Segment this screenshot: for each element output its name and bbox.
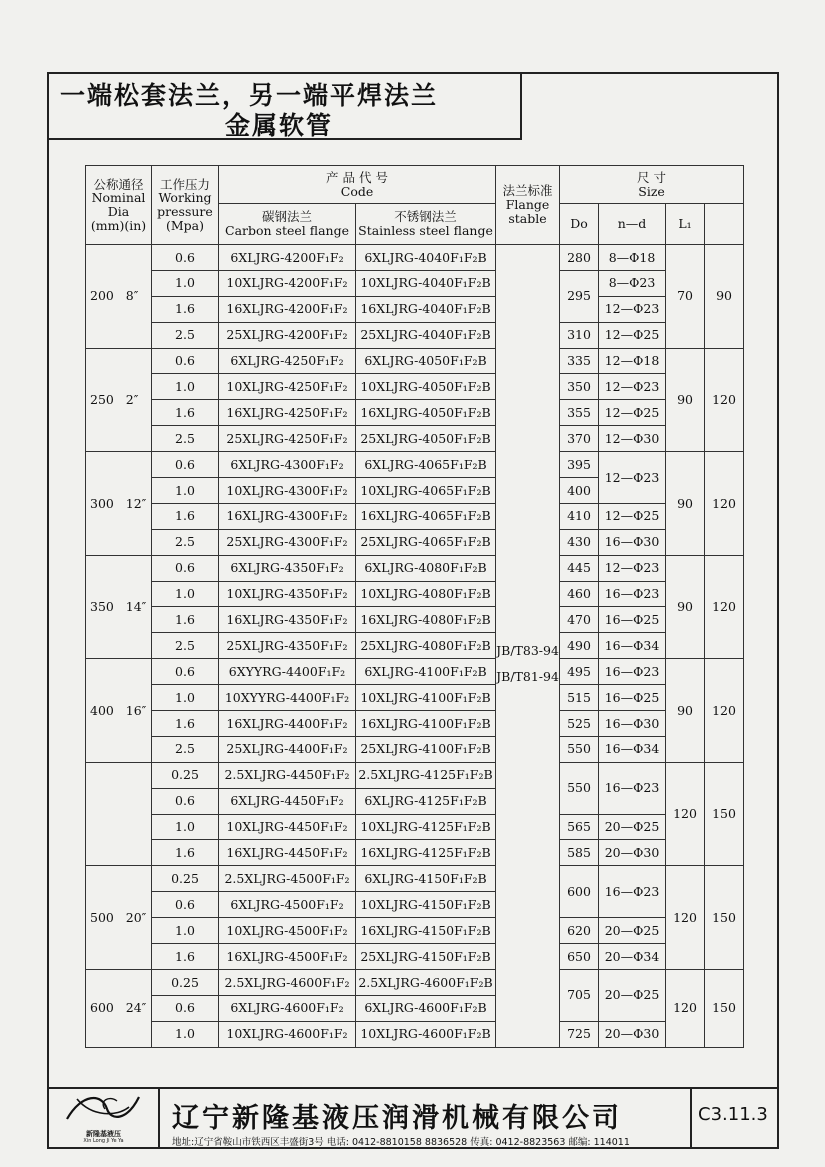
stainless-code-cell: 2.5XLJRG-4600F₁F₂B bbox=[356, 969, 496, 995]
dia-mm: 350 bbox=[90, 599, 114, 615]
do-cell: 410 bbox=[560, 503, 599, 529]
table-row bbox=[86, 503, 744, 529]
stainless-code-cell: 6XLJRG-4100F₁F₂B bbox=[356, 659, 496, 685]
nd-cell: 12—Φ25 bbox=[599, 503, 666, 529]
dia-mm: 300 bbox=[90, 495, 114, 511]
nd-cell: 20—Φ25 bbox=[599, 814, 666, 840]
nd-cell: 16—Φ25 bbox=[599, 685, 666, 711]
pressure-cell: 0.6 bbox=[152, 788, 219, 814]
stainless-code-cell: 16XLJRG-4040F₁F₂B bbox=[356, 296, 496, 322]
do-cell: 725 bbox=[560, 1021, 599, 1047]
pressure-cell: 2.5 bbox=[152, 322, 219, 348]
nd-cell: 16—Φ34 bbox=[599, 633, 666, 659]
do-cell: 585 bbox=[560, 840, 599, 866]
header-carbon-steel: 碳钢法兰 Carbon steel flange bbox=[219, 204, 356, 245]
pressure-cell: 0.25 bbox=[152, 866, 219, 892]
pressure-cell: 1.0 bbox=[152, 918, 219, 944]
do-cell: 550 bbox=[560, 736, 599, 762]
table-row bbox=[86, 452, 744, 478]
stainless-code-cell: 6XLJRG-4600F₁F₂B bbox=[356, 995, 496, 1021]
stainless-code-cell: 25XLJRG-4050F₁F₂B bbox=[356, 426, 496, 452]
carbon-code-cell: 25XLJRG-4350F₁F₂ bbox=[219, 633, 356, 659]
nd-cell: 12—Φ30 bbox=[599, 426, 666, 452]
pressure-cell: 0.6 bbox=[152, 452, 219, 478]
stainless-code-cell: 16XLJRG-4125F₁F₂B bbox=[356, 840, 496, 866]
company-logo bbox=[47, 1087, 160, 1149]
stainless-code-cell: 25XLJRG-4100F₁F₂B bbox=[356, 736, 496, 762]
nd-cell: 16—Φ25 bbox=[599, 607, 666, 633]
dia-in: 2″ bbox=[125, 391, 139, 407]
header-working-pressure: 工作压力 Working pressure (Mpa) bbox=[152, 166, 219, 245]
carbon-code-cell: 10XLJRG-4200F₁F₂ bbox=[219, 270, 356, 296]
nd-cell: 12—Φ23 bbox=[599, 452, 666, 504]
table-row bbox=[86, 348, 744, 374]
pressure-cell: 1.6 bbox=[152, 296, 219, 322]
nd-cell: 16—Φ30 bbox=[599, 711, 666, 737]
carbon-code-cell: 6XLJRG-4200F₁F₂ bbox=[219, 245, 356, 271]
pressure-cell: 0.6 bbox=[152, 555, 219, 581]
table-row bbox=[86, 814, 744, 840]
stainless-code-cell: 10XLJRG-4050F₁F₂B bbox=[356, 374, 496, 400]
carbon-code-cell: 2.5XLJRG-4500F₁F₂ bbox=[219, 866, 356, 892]
table-row bbox=[86, 581, 744, 607]
table-row bbox=[86, 555, 744, 581]
do-cell: 350 bbox=[560, 374, 599, 400]
stainless-code-cell: 6XLJRG-4125F₁F₂B bbox=[356, 788, 496, 814]
spec-table-body bbox=[86, 245, 744, 1048]
stainless-code-cell: 10XLJRG-4100F₁F₂B bbox=[356, 685, 496, 711]
nd-cell: 16—Φ23 bbox=[599, 659, 666, 685]
dia-in: 8″ bbox=[125, 288, 139, 304]
header-l2 bbox=[705, 204, 744, 245]
do-cell: 550 bbox=[560, 762, 599, 814]
dia-mm: 250 bbox=[90, 391, 114, 407]
nd-cell: 20—Φ25 bbox=[599, 969, 666, 1021]
do-cell: 400 bbox=[560, 478, 599, 504]
table-row bbox=[86, 296, 744, 322]
nd-cell: 20—Φ25 bbox=[599, 918, 666, 944]
l2-cell: 150 bbox=[705, 969, 744, 1047]
carbon-code-cell: 25XLJRG-4250F₁F₂ bbox=[219, 426, 356, 452]
table-row bbox=[86, 969, 744, 995]
carbon-code-cell: 10XLJRG-4350F₁F₂ bbox=[219, 581, 356, 607]
table-row bbox=[86, 245, 744, 271]
pressure-cell: 0.6 bbox=[152, 348, 219, 374]
do-cell: 335 bbox=[560, 348, 599, 374]
carbon-code-cell: 10XYYRG-4400F₁F₂ bbox=[219, 685, 356, 711]
pressure-cell: 1.0 bbox=[152, 581, 219, 607]
pressure-cell: 2.5 bbox=[152, 736, 219, 762]
nominal-dia-cell bbox=[86, 762, 152, 866]
flange-standard: JB/T81-94 bbox=[496, 668, 559, 684]
carbon-code-cell: 10XLJRG-4600F₁F₂ bbox=[219, 1021, 356, 1047]
table-row bbox=[86, 270, 744, 296]
l1-cell: 70 bbox=[666, 245, 705, 349]
header-code: 产 品 代 号 Code bbox=[219, 166, 496, 204]
nd-cell: 8—Φ18 bbox=[599, 245, 666, 271]
table-row bbox=[86, 711, 744, 737]
do-cell: 650 bbox=[560, 944, 599, 970]
do-cell: 370 bbox=[560, 426, 599, 452]
stainless-code-cell: 6XLJRG-4050F₁F₂B bbox=[356, 348, 496, 374]
dia-in: 14″ bbox=[125, 599, 147, 615]
nominal-dia-cell bbox=[86, 659, 152, 763]
stainless-code-cell: 25XLJRG-4065F₁F₂B bbox=[356, 529, 496, 555]
carbon-code-cell: 6XLJRG-4500F₁F₂ bbox=[219, 892, 356, 918]
table-row bbox=[86, 866, 744, 892]
do-cell: 470 bbox=[560, 607, 599, 633]
do-cell: 515 bbox=[560, 685, 599, 711]
company-address: 地址:辽宁省鞍山市铁西区丰盛街3号 电话: 0412-8810158 8836528 传真: 0412-8823563 邮编: 114011 bbox=[172, 1137, 630, 1148]
pressure-cell: 0.25 bbox=[152, 762, 219, 788]
carbon-code-cell: 16XLJRG-4250F₁F₂ bbox=[219, 400, 356, 426]
carbon-code-cell: 10XLJRG-4300F₁F₂ bbox=[219, 478, 356, 504]
pressure-cell: 2.5 bbox=[152, 426, 219, 452]
carbon-code-cell: 6XLJRG-4450F₁F₂ bbox=[219, 788, 356, 814]
l1-cell: 120 bbox=[666, 762, 705, 866]
pressure-cell: 0.6 bbox=[152, 245, 219, 271]
stainless-code-cell: 10XLJRG-4150F₁F₂B bbox=[356, 892, 496, 918]
dia-mm: 600 bbox=[90, 1000, 114, 1016]
nd-cell: 20—Φ30 bbox=[599, 1021, 666, 1047]
dia-in: 24″ bbox=[125, 1000, 147, 1016]
stainless-code-cell: 16XLJRG-4150F₁F₂B bbox=[356, 918, 496, 944]
stainless-code-cell: 6XLJRG-4065F₁F₂B bbox=[356, 452, 496, 478]
pressure-cell: 0.6 bbox=[152, 892, 219, 918]
nd-cell: 8—Φ23 bbox=[599, 270, 666, 296]
table-row bbox=[86, 736, 744, 762]
table-row bbox=[86, 400, 744, 426]
dia-in: 20″ bbox=[125, 909, 147, 925]
pressure-cell: 1.6 bbox=[152, 840, 219, 866]
l1-cell: 120 bbox=[666, 969, 705, 1047]
do-cell: 445 bbox=[560, 555, 599, 581]
pressure-cell: 2.5 bbox=[152, 529, 219, 555]
logo-text-cn: 新隆基液压 bbox=[86, 1130, 121, 1138]
pressure-cell: 0.6 bbox=[152, 995, 219, 1021]
flange-standard-cell bbox=[496, 245, 560, 1048]
table-row bbox=[86, 607, 744, 633]
carbon-code-cell: 16XLJRG-4500F₁F₂ bbox=[219, 944, 356, 970]
carbon-code-cell: 16XLJRG-4200F₁F₂ bbox=[219, 296, 356, 322]
l1-cell: 90 bbox=[666, 452, 705, 556]
nd-cell: 12—Φ23 bbox=[599, 555, 666, 581]
stainless-code-cell: 2.5XLJRG-4125F₁F₂B bbox=[356, 762, 496, 788]
nd-cell: 20—Φ34 bbox=[599, 944, 666, 970]
do-cell: 705 bbox=[560, 969, 599, 1021]
do-cell: 355 bbox=[560, 400, 599, 426]
dia-mm: 400 bbox=[90, 702, 114, 718]
do-cell: 395 bbox=[560, 452, 599, 478]
carbon-code-cell: 16XLJRG-4400F₁F₂ bbox=[219, 711, 356, 737]
stainless-code-cell: 25XLJRG-4040F₁F₂B bbox=[356, 322, 496, 348]
nominal-dia-cell bbox=[86, 555, 152, 659]
do-cell: 460 bbox=[560, 581, 599, 607]
do-cell: 310 bbox=[560, 322, 599, 348]
nominal-dia-cell bbox=[86, 969, 152, 1047]
stainless-code-cell: 25XLJRG-4080F₁F₂B bbox=[356, 633, 496, 659]
carbon-code-cell: 25XLJRG-4200F₁F₂ bbox=[219, 322, 356, 348]
pressure-cell: 1.0 bbox=[152, 1021, 219, 1047]
stainless-code-cell: 10XLJRG-4125F₁F₂B bbox=[356, 814, 496, 840]
nd-cell: 16—Φ30 bbox=[599, 529, 666, 555]
table-row bbox=[86, 633, 744, 659]
pressure-cell: 0.6 bbox=[152, 659, 219, 685]
stainless-code-cell: 6XLJRG-4080F₁F₂B bbox=[356, 555, 496, 581]
nominal-dia-cell bbox=[86, 245, 152, 349]
carbon-code-cell: 16XLJRG-4300F₁F₂ bbox=[219, 503, 356, 529]
l2-cell: 150 bbox=[705, 762, 744, 866]
header-size: 尺 寸 Size bbox=[560, 166, 744, 204]
logo-emblem-icon bbox=[47, 1087, 160, 1131]
do-cell: 600 bbox=[560, 866, 599, 918]
header-l1: L₁ bbox=[666, 204, 705, 245]
header-flange-standard: 法兰标准 Flange stable bbox=[496, 166, 560, 245]
pressure-cell: 1.0 bbox=[152, 814, 219, 840]
stainless-code-cell: 10XLJRG-4600F₁F₂B bbox=[356, 1021, 496, 1047]
flange-standard: JB/T83-94 bbox=[496, 642, 559, 658]
carbon-code-cell: 10XLJRG-4250F₁F₂ bbox=[219, 374, 356, 400]
carbon-code-cell: 2.5XLJRG-4600F₁F₂ bbox=[219, 969, 356, 995]
do-cell: 295 bbox=[560, 270, 599, 322]
do-cell: 280 bbox=[560, 245, 599, 271]
nd-cell: 12—Φ25 bbox=[599, 400, 666, 426]
carbon-code-cell: 6XLJRG-4350F₁F₂ bbox=[219, 555, 356, 581]
carbon-code-cell: 25XLJRG-4400F₁F₂ bbox=[219, 736, 356, 762]
table-row bbox=[86, 685, 744, 711]
table-row bbox=[86, 918, 744, 944]
dia-in: 12″ bbox=[125, 495, 147, 511]
nd-cell: 12—Φ23 bbox=[599, 374, 666, 400]
l1-cell: 120 bbox=[666, 866, 705, 970]
l2-cell: 120 bbox=[705, 452, 744, 556]
l2-cell: 120 bbox=[705, 659, 744, 763]
nd-cell: 16—Φ23 bbox=[599, 866, 666, 918]
l1-cell: 90 bbox=[666, 555, 705, 659]
table-row bbox=[86, 840, 744, 866]
pressure-cell: 0.25 bbox=[152, 969, 219, 995]
carbon-code-cell: 16XLJRG-4350F₁F₂ bbox=[219, 607, 356, 633]
pressure-cell: 1.6 bbox=[152, 607, 219, 633]
do-cell: 430 bbox=[560, 529, 599, 555]
header-nominal-dia: 公称通径 Nominal Dia (mm)(in) bbox=[86, 166, 152, 245]
pressure-cell: 1.6 bbox=[152, 503, 219, 529]
table-row bbox=[86, 659, 744, 685]
table-row bbox=[86, 762, 744, 788]
nd-cell: 16—Φ23 bbox=[599, 581, 666, 607]
nd-cell: 16—Φ23 bbox=[599, 762, 666, 814]
header-nd: n—d bbox=[599, 204, 666, 245]
logo-text-en: Xin Long Ji Ye Ya bbox=[83, 1138, 124, 1144]
l1-cell: 90 bbox=[666, 348, 705, 452]
table-row bbox=[86, 529, 744, 555]
doc-code: C3.11.3 bbox=[698, 1104, 768, 1125]
company-name: 辽宁新隆基液压润滑机械有限公司 bbox=[172, 1103, 622, 1134]
pressure-cell: 1.0 bbox=[152, 685, 219, 711]
pressure-cell: 1.6 bbox=[152, 944, 219, 970]
stainless-code-cell: 10XLJRG-4040F₁F₂B bbox=[356, 270, 496, 296]
table-row bbox=[86, 944, 744, 970]
nominal-dia-cell bbox=[86, 348, 152, 452]
table-row bbox=[86, 426, 744, 452]
stainless-code-cell: 16XLJRG-4065F₁F₂B bbox=[356, 503, 496, 529]
dia-mm: 200 bbox=[90, 288, 114, 304]
carbon-code-cell: 16XLJRG-4450F₁F₂ bbox=[219, 840, 356, 866]
page-title: 一端松套法兰，另一端平焊法兰 bbox=[60, 81, 439, 110]
table-row bbox=[86, 1021, 744, 1047]
nominal-dia-cell bbox=[86, 452, 152, 556]
pressure-cell: 1.0 bbox=[152, 478, 219, 504]
do-cell: 565 bbox=[560, 814, 599, 840]
table-row bbox=[86, 322, 744, 348]
do-cell: 490 bbox=[560, 633, 599, 659]
pressure-cell: 1.6 bbox=[152, 711, 219, 737]
nd-cell: 12—Φ25 bbox=[599, 322, 666, 348]
table-row bbox=[86, 374, 744, 400]
pressure-cell: 1.0 bbox=[152, 374, 219, 400]
nominal-dia-cell bbox=[86, 866, 152, 970]
l2-cell: 120 bbox=[705, 555, 744, 659]
do-cell: 620 bbox=[560, 918, 599, 944]
header-do: Do bbox=[560, 204, 599, 245]
dia-in: 16″ bbox=[125, 702, 147, 718]
stainless-code-cell: 16XLJRG-4100F₁F₂B bbox=[356, 711, 496, 737]
page-subtitle: 金属软管 bbox=[225, 111, 334, 140]
stainless-code-cell: 10XLJRG-4065F₁F₂B bbox=[356, 478, 496, 504]
l2-cell: 150 bbox=[705, 866, 744, 970]
carbon-code-cell: 6XLJRG-4250F₁F₂ bbox=[219, 348, 356, 374]
pressure-cell: 2.5 bbox=[152, 633, 219, 659]
pressure-cell: 1.0 bbox=[152, 270, 219, 296]
do-cell: 525 bbox=[560, 711, 599, 737]
do-cell: 495 bbox=[560, 659, 599, 685]
pressure-cell: 1.6 bbox=[152, 400, 219, 426]
header-stainless-steel: 不锈钢法兰 Stainless steel flange bbox=[356, 204, 496, 245]
stainless-code-cell: 16XLJRG-4080F₁F₂B bbox=[356, 607, 496, 633]
nd-cell: 20—Φ30 bbox=[599, 840, 666, 866]
stainless-code-cell: 16XLJRG-4050F₁F₂B bbox=[356, 400, 496, 426]
dia-mm: 500 bbox=[90, 909, 114, 925]
carbon-code-cell: 6XLJRG-4300F₁F₂ bbox=[219, 452, 356, 478]
carbon-code-cell: 10XLJRG-4450F₁F₂ bbox=[219, 814, 356, 840]
stainless-code-cell: 6XLJRG-4040F₁F₂B bbox=[356, 245, 496, 271]
l2-cell: 90 bbox=[705, 245, 744, 349]
carbon-code-cell: 6XYYRG-4400F₁F₂ bbox=[219, 659, 356, 685]
nd-cell: 16—Φ34 bbox=[599, 736, 666, 762]
l2-cell: 120 bbox=[705, 348, 744, 452]
carbon-code-cell: 6XLJRG-4600F₁F₂ bbox=[219, 995, 356, 1021]
stainless-code-cell: 25XLJRG-4150F₁F₂B bbox=[356, 944, 496, 970]
nd-cell: 12—Φ23 bbox=[599, 296, 666, 322]
carbon-code-cell: 25XLJRG-4300F₁F₂ bbox=[219, 529, 356, 555]
l1-cell: 90 bbox=[666, 659, 705, 763]
spec-table bbox=[85, 165, 744, 1048]
carbon-code-cell: 10XLJRG-4500F₁F₂ bbox=[219, 918, 356, 944]
nd-cell: 12—Φ18 bbox=[599, 348, 666, 374]
carbon-code-cell: 2.5XLJRG-4450F₁F₂ bbox=[219, 762, 356, 788]
stainless-code-cell: 6XLJRG-4150F₁F₂B bbox=[356, 866, 496, 892]
stainless-code-cell: 10XLJRG-4080F₁F₂B bbox=[356, 581, 496, 607]
